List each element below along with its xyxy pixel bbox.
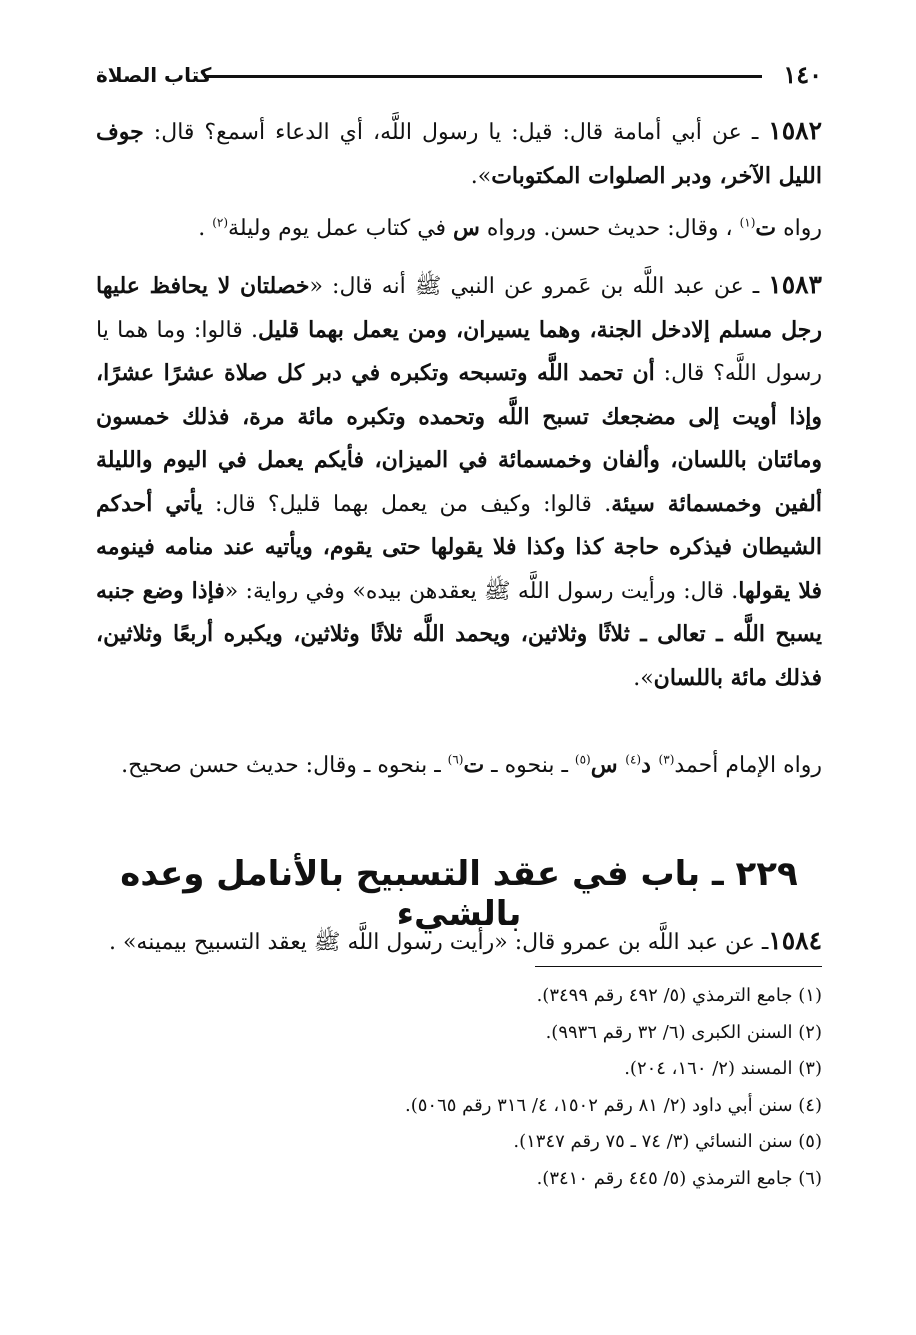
takhrij-text: ، وقال: حديث حسن. ورواه (479, 216, 740, 241)
book-title: كتاب الصلاة (96, 63, 212, 87)
prophetic-saying: فإذا وضع جنبه يسبح اللَّه ـ تعالى ـ ثلاثًا وثلاثين، ويحمد اللَّه ثلاثًا وثلاثين، ويكبره أربعًا وثلاثين، فذلك مائة باللسان (96, 577, 822, 691)
hadith-text: . قالوا: وكيف من يعمل بهما قليل؟ قال: (202, 491, 612, 517)
hadith-number: ١٥٨٤ (768, 926, 822, 955)
hadith-number: ١٥٨٣ (768, 270, 822, 299)
prophetic-saying: جوف الليل الآخر، ودبر الصلوات المكتوبات (96, 119, 822, 189)
prophetic-saying: أن تحمد اللَّه وتسبحه وتكبره في دبر كل صلاة عشرًا عشرًا، وإذا أويت إلى مضجعك تسبح اللَّه وتحمده وتكبره مائة مرة، فذلك خمسون ومائتان باللسان، وألفان وخمسمائة في الميزان، فأيكم يعمل في اليوم والليلة ألفين وخمسمائة سيئة (96, 360, 822, 517)
source-symbol: س (590, 752, 626, 778)
closing-quote: ». (633, 665, 654, 691)
footnote-ref: (٤) (625, 752, 642, 767)
page-number: ١٤٠ (783, 60, 822, 89)
header-rule (204, 75, 762, 78)
source-symbol: س (453, 215, 480, 241)
footnote-ref: (٣) (658, 752, 675, 767)
hadith-1582 (96, 110, 822, 198)
chapter-heading: ٢٢٩ ـ باب في عقد التسبيح بالأنامل وعده بالشيء (120, 854, 798, 934)
takhrij-text: رواه الإمام أحمد (674, 753, 822, 778)
footnote-separator (535, 966, 822, 967)
source-symbol: ت (755, 215, 777, 241)
hadith-text: ـ عن عبد اللَّه بن عَمرو عن النبي ﷺ أنه قال: « (309, 274, 769, 299)
footnote-ref: (٦) (447, 752, 464, 767)
takhrij-text: رواه (776, 216, 822, 241)
hadith-text: . قال: ورأيت رسول اللَّه ﷺ يعقدهن بيده» وفي رواية: « (224, 578, 739, 604)
footnote-ref: (٥) (574, 752, 591, 767)
takhrij-text: ـ بنحوه ـ (484, 753, 575, 778)
footnote: (٥) سنن النسائي (٣/ ٧٤ ـ ٧٥ رقم ١٣٤٧). (513, 1131, 822, 1152)
closing-quote: ». (470, 163, 492, 189)
takhrij-1582 (96, 207, 822, 251)
takhrij-1583 (96, 744, 822, 788)
hadith-text: ـ عن عبد اللَّه بن عمرو قال: «رأيت رسول اللَّه ﷺ يعقد التسبيح بيمينه» . (108, 930, 769, 955)
hadith-text: ـ عن أبي أمامة قال: قيل: يا رسول اللَّه، أي الدعاء أسمع؟ قال: (143, 120, 769, 145)
footnote: (١) جامع الترمذي (٥/ ٤٩٢ رقم ٣٤٩٩). (536, 985, 822, 1006)
hadith-text: . قالوا: وما هما يا رسول اللَّه؟ قال: (96, 317, 822, 386)
prophetic-saying: يأتي أحدكم الشيطان فيذكره حاجة كذا وكذا فلا يقولها حتى يقوم، ويأتيه عند منامه فينومه فلا يقولها (96, 490, 822, 604)
footnote-ref: (٢) (212, 215, 229, 230)
source-symbol: ت (463, 752, 485, 778)
takhrij-text: في كتاب عمل يوم وليلة (228, 216, 454, 241)
hadith-1583 (96, 264, 822, 700)
footnote: (٤) سنن أبي داود (٢/ ٨١ رقم ١٥٠٢، ٤/ ٣١٦ رقم ٥٠٦٥). (405, 1094, 822, 1116)
footnote: (٢) السنن الكبرى (٦/ ٣٢ رقم ٩٩٣٦). (545, 1021, 822, 1043)
footnote: (٦) جامع الترمذي (٥/ ٤٤٥ رقم ٣٤١٠). (536, 1167, 822, 1189)
source-symbol: د (641, 752, 659, 778)
hadith-number: ١٥٨٢ (768, 116, 822, 145)
takhrij-text: ـ بنحوه ـ وقال: حديث حسن صحيح. (121, 753, 448, 778)
hadith-1584 (96, 920, 822, 965)
footnote-ref: (١) (739, 215, 756, 230)
footnotes (96, 978, 822, 1197)
prophetic-saying: خصلتان لا يحافظ عليها رجل مسلم إلادخل الجنة، وهما يسيران، ومن يعمل بهما قليل (96, 273, 822, 343)
takhrij-text: . (198, 216, 213, 241)
footnote: (٣) المسند (٢/ ١٦٠، ٢٠٤). (624, 1058, 822, 1079)
running-header (96, 58, 822, 90)
